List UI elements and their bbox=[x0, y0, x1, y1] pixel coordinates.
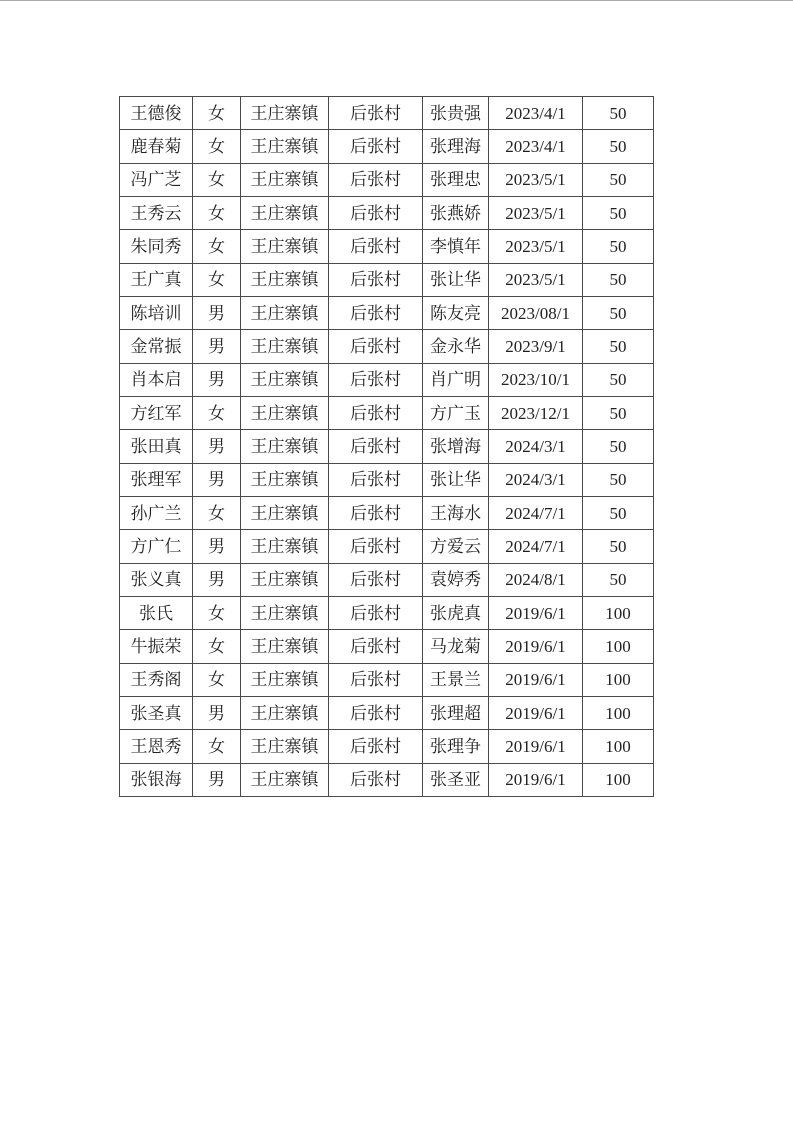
table-row bbox=[120, 396, 654, 429]
cell-town: 王庄寨镇 bbox=[241, 363, 329, 396]
beneficiary-records-table bbox=[119, 96, 654, 797]
cell-date: 2019/6/1 bbox=[489, 630, 583, 663]
cell-town: 王庄寨镇 bbox=[241, 496, 329, 529]
cell-gender: 男 bbox=[193, 696, 241, 729]
cell-village: 后张村 bbox=[329, 296, 423, 329]
cell-date: 2019/6/1 bbox=[489, 596, 583, 629]
cell-related-person: 张让华 bbox=[423, 463, 489, 496]
cell-gender: 男 bbox=[193, 330, 241, 363]
cell-date: 2023/5/1 bbox=[489, 196, 583, 229]
cell-name: 张氏 bbox=[120, 596, 193, 629]
cell-gender: 女 bbox=[193, 630, 241, 663]
cell-name: 王秀云 bbox=[120, 196, 193, 229]
cell-date: 2023/5/1 bbox=[489, 163, 583, 196]
cell-related-person: 方广玉 bbox=[423, 396, 489, 429]
cell-name: 张田真 bbox=[120, 430, 193, 463]
cell-name: 牛振荣 bbox=[120, 630, 193, 663]
cell-amount: 50 bbox=[583, 563, 654, 596]
table-row bbox=[120, 163, 654, 196]
cell-related-person: 方爱云 bbox=[423, 530, 489, 563]
table-row bbox=[120, 663, 654, 696]
cell-name: 王德俊 bbox=[120, 97, 193, 130]
cell-gender: 男 bbox=[193, 763, 241, 796]
cell-gender: 男 bbox=[193, 296, 241, 329]
cell-date: 2023/4/1 bbox=[489, 97, 583, 130]
cell-town: 王庄寨镇 bbox=[241, 596, 329, 629]
cell-amount: 50 bbox=[583, 463, 654, 496]
cell-town: 王庄寨镇 bbox=[241, 296, 329, 329]
cell-name: 王恩秀 bbox=[120, 730, 193, 763]
cell-date: 2023/5/1 bbox=[489, 263, 583, 296]
cell-amount: 50 bbox=[583, 97, 654, 130]
cell-related-person: 李慎年 bbox=[423, 230, 489, 263]
cell-village: 后张村 bbox=[329, 530, 423, 563]
cell-village: 后张村 bbox=[329, 363, 423, 396]
table-row bbox=[120, 530, 654, 563]
cell-village: 后张村 bbox=[329, 330, 423, 363]
table-row bbox=[120, 363, 654, 396]
cell-date: 2023/5/1 bbox=[489, 230, 583, 263]
cell-gender: 男 bbox=[193, 430, 241, 463]
cell-town: 王庄寨镇 bbox=[241, 530, 329, 563]
cell-village: 后张村 bbox=[329, 463, 423, 496]
cell-name: 朱同秀 bbox=[120, 230, 193, 263]
cell-village: 后张村 bbox=[329, 430, 423, 463]
cell-date: 2023/12/1 bbox=[489, 396, 583, 429]
cell-date: 2024/3/1 bbox=[489, 463, 583, 496]
table-row bbox=[120, 130, 654, 163]
cell-date: 2023/10/1 bbox=[489, 363, 583, 396]
cell-name: 张义真 bbox=[120, 563, 193, 596]
cell-village: 后张村 bbox=[329, 596, 423, 629]
cell-name: 鹿春菊 bbox=[120, 130, 193, 163]
table-row bbox=[120, 696, 654, 729]
cell-gender: 女 bbox=[193, 396, 241, 429]
cell-gender: 女 bbox=[193, 263, 241, 296]
cell-date: 2019/6/1 bbox=[489, 663, 583, 696]
cell-gender: 女 bbox=[193, 230, 241, 263]
cell-town: 王庄寨镇 bbox=[241, 163, 329, 196]
cell-town: 王庄寨镇 bbox=[241, 463, 329, 496]
cell-amount: 50 bbox=[583, 496, 654, 529]
cell-date: 2024/7/1 bbox=[489, 496, 583, 529]
cell-gender: 男 bbox=[193, 363, 241, 396]
cell-name: 陈培训 bbox=[120, 296, 193, 329]
cell-related-person: 陈友亮 bbox=[423, 296, 489, 329]
cell-town: 王庄寨镇 bbox=[241, 130, 329, 163]
table-row bbox=[120, 596, 654, 629]
cell-gender: 女 bbox=[193, 130, 241, 163]
cell-amount: 50 bbox=[583, 196, 654, 229]
cell-related-person: 张理海 bbox=[423, 130, 489, 163]
cell-date: 2024/7/1 bbox=[489, 530, 583, 563]
cell-name: 张理军 bbox=[120, 463, 193, 496]
cell-town: 王庄寨镇 bbox=[241, 430, 329, 463]
cell-town: 王庄寨镇 bbox=[241, 563, 329, 596]
cell-amount: 50 bbox=[583, 430, 654, 463]
cell-date: 2023/08/1 bbox=[489, 296, 583, 329]
cell-town: 王庄寨镇 bbox=[241, 263, 329, 296]
cell-related-person: 张燕娇 bbox=[423, 196, 489, 229]
cell-related-person: 张圣亚 bbox=[423, 763, 489, 796]
cell-amount: 50 bbox=[583, 363, 654, 396]
cell-village: 后张村 bbox=[329, 696, 423, 729]
cell-related-person: 王景兰 bbox=[423, 663, 489, 696]
cell-name: 方红军 bbox=[120, 396, 193, 429]
cell-name: 方广仁 bbox=[120, 530, 193, 563]
cell-village: 后张村 bbox=[329, 730, 423, 763]
cell-amount: 50 bbox=[583, 163, 654, 196]
cell-amount: 100 bbox=[583, 763, 654, 796]
cell-related-person: 肖广明 bbox=[423, 363, 489, 396]
records-table-body bbox=[120, 97, 654, 797]
cell-name: 张圣真 bbox=[120, 696, 193, 729]
cell-related-person: 张贵强 bbox=[423, 97, 489, 130]
cell-town: 王庄寨镇 bbox=[241, 196, 329, 229]
cell-town: 王庄寨镇 bbox=[241, 730, 329, 763]
cell-gender: 女 bbox=[193, 663, 241, 696]
cell-date: 2019/6/1 bbox=[489, 696, 583, 729]
cell-gender: 女 bbox=[193, 730, 241, 763]
cell-name: 张银海 bbox=[120, 763, 193, 796]
table-row bbox=[120, 230, 654, 263]
cell-amount: 100 bbox=[583, 596, 654, 629]
cell-amount: 50 bbox=[583, 130, 654, 163]
cell-related-person: 张虎真 bbox=[423, 596, 489, 629]
cell-town: 王庄寨镇 bbox=[241, 763, 329, 796]
cell-related-person: 张理超 bbox=[423, 696, 489, 729]
cell-gender: 女 bbox=[193, 196, 241, 229]
cell-town: 王庄寨镇 bbox=[241, 97, 329, 130]
cell-name: 王广真 bbox=[120, 263, 193, 296]
cell-name: 金常振 bbox=[120, 330, 193, 363]
cell-related-person: 王海水 bbox=[423, 496, 489, 529]
cell-amount: 50 bbox=[583, 296, 654, 329]
table-row bbox=[120, 296, 654, 329]
cell-date: 2019/6/1 bbox=[489, 763, 583, 796]
cell-related-person: 金永华 bbox=[423, 330, 489, 363]
table-row bbox=[120, 430, 654, 463]
cell-name: 冯广芝 bbox=[120, 163, 193, 196]
cell-amount: 50 bbox=[583, 330, 654, 363]
table-row bbox=[120, 263, 654, 296]
cell-date: 2019/6/1 bbox=[489, 730, 583, 763]
cell-town: 王庄寨镇 bbox=[241, 330, 329, 363]
cell-amount: 50 bbox=[583, 396, 654, 429]
cell-name: 王秀阁 bbox=[120, 663, 193, 696]
cell-village: 后张村 bbox=[329, 163, 423, 196]
table-row bbox=[120, 563, 654, 596]
cell-gender: 男 bbox=[193, 463, 241, 496]
table-row bbox=[120, 97, 654, 130]
cell-village: 后张村 bbox=[329, 230, 423, 263]
cell-gender: 女 bbox=[193, 496, 241, 529]
cell-village: 后张村 bbox=[329, 763, 423, 796]
cell-village: 后张村 bbox=[329, 563, 423, 596]
table-row bbox=[120, 196, 654, 229]
cell-amount: 100 bbox=[583, 663, 654, 696]
cell-town: 王庄寨镇 bbox=[241, 630, 329, 663]
cell-date: 2023/9/1 bbox=[489, 330, 583, 363]
cell-related-person: 张理忠 bbox=[423, 163, 489, 196]
page-top-edge bbox=[0, 0, 793, 1]
cell-gender: 男 bbox=[193, 563, 241, 596]
cell-village: 后张村 bbox=[329, 97, 423, 130]
cell-amount: 50 bbox=[583, 230, 654, 263]
cell-amount: 100 bbox=[583, 696, 654, 729]
cell-name: 孙广兰 bbox=[120, 496, 193, 529]
cell-date: 2024/8/1 bbox=[489, 563, 583, 596]
cell-town: 王庄寨镇 bbox=[241, 396, 329, 429]
cell-amount: 50 bbox=[583, 263, 654, 296]
cell-gender: 女 bbox=[193, 97, 241, 130]
cell-name: 肖本启 bbox=[120, 363, 193, 396]
cell-town: 王庄寨镇 bbox=[241, 696, 329, 729]
cell-village: 后张村 bbox=[329, 396, 423, 429]
cell-village: 后张村 bbox=[329, 196, 423, 229]
cell-amount: 50 bbox=[583, 530, 654, 563]
cell-village: 后张村 bbox=[329, 630, 423, 663]
cell-amount: 100 bbox=[583, 730, 654, 763]
table-row bbox=[120, 730, 654, 763]
cell-village: 后张村 bbox=[329, 263, 423, 296]
cell-date: 2023/4/1 bbox=[489, 130, 583, 163]
table-row bbox=[120, 463, 654, 496]
cell-gender: 女 bbox=[193, 596, 241, 629]
table-row bbox=[120, 496, 654, 529]
table-row bbox=[120, 630, 654, 663]
cell-village: 后张村 bbox=[329, 130, 423, 163]
cell-related-person: 张增海 bbox=[423, 430, 489, 463]
cell-village: 后张村 bbox=[329, 663, 423, 696]
cell-related-person: 张理争 bbox=[423, 730, 489, 763]
table-row bbox=[120, 763, 654, 796]
cell-village: 后张村 bbox=[329, 496, 423, 529]
cell-town: 王庄寨镇 bbox=[241, 663, 329, 696]
cell-related-person: 袁婷秀 bbox=[423, 563, 489, 596]
cell-gender: 男 bbox=[193, 530, 241, 563]
cell-town: 王庄寨镇 bbox=[241, 230, 329, 263]
cell-related-person: 张让华 bbox=[423, 263, 489, 296]
table-row bbox=[120, 330, 654, 363]
cell-amount: 100 bbox=[583, 630, 654, 663]
cell-related-person: 马龙菊 bbox=[423, 630, 489, 663]
cell-gender: 女 bbox=[193, 163, 241, 196]
cell-date: 2024/3/1 bbox=[489, 430, 583, 463]
